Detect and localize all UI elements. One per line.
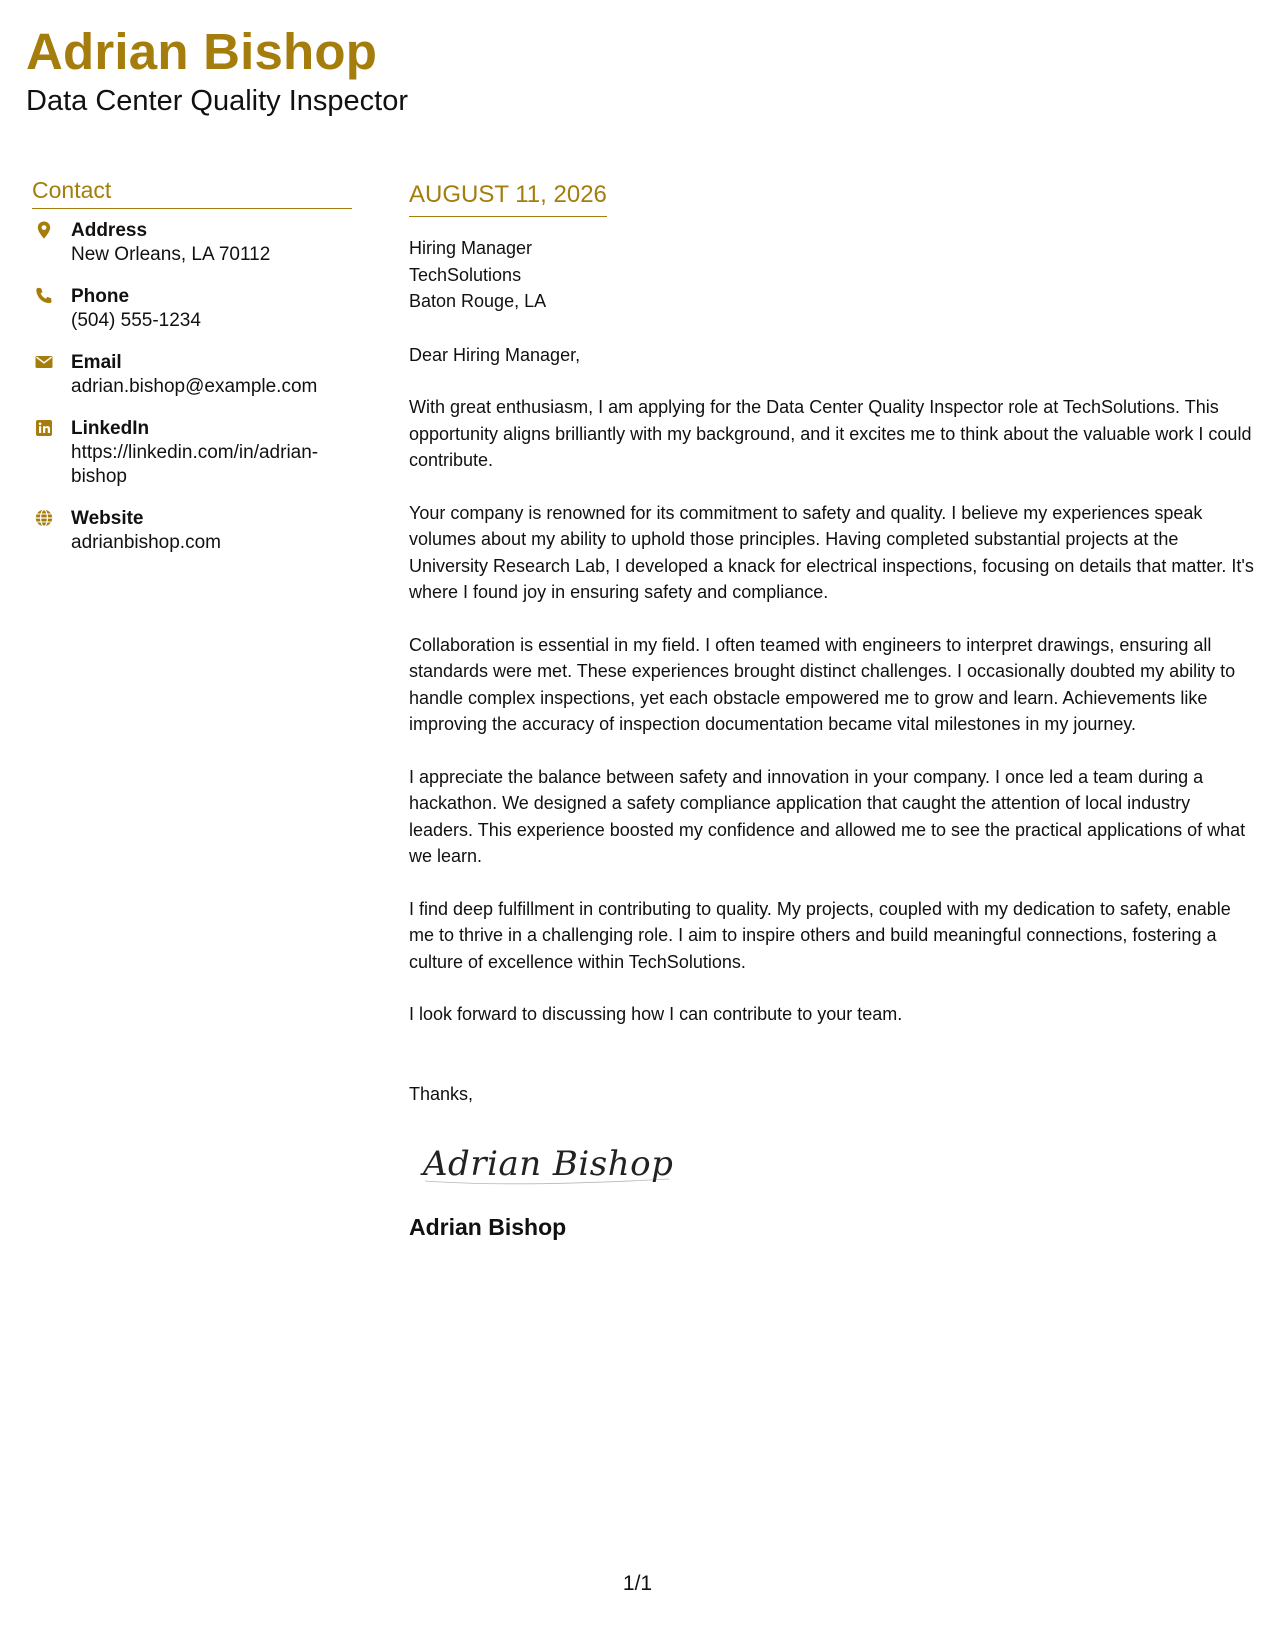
paragraph: I appreciate the balance between safety and innovation in your company. I once led a team during a hackathon. We designed a safety compliance application that caught the attention of local industry leaders. This experience boosted my confidence and allowed me to see the practical applications of what we learn. <box>409 766 1246 866</box>
contact-sidebar <box>32 176 352 573</box>
paragraph: With great enthusiasm, I am applying for the Data Center Quality Inspector role at TechSolutions. This opportunity aligns brilliantly with my background, and it excites me to think about the valuable work I could contribute. <box>409 397 1252 470</box>
paragraph: Collaboration is essential in my field. I often teamed with engineers to interpret drawings, ensuring all standards were met. These experiences brought distinct challenges. I occasionally doubted my ability to handle complex inspections, yet each obstacle empowered me to grow and learn. Achievements like improving the accuracy of inspection documentation became vital milestones in my journey. <box>409 634 1236 734</box>
handwritten-signature <box>419 1131 679 1191</box>
page-number: 1/1 <box>622 1572 653 1595</box>
address-label: Address <box>71 220 148 241</box>
map-pin-icon <box>34 220 54 240</box>
letter-body <box>409 180 1254 1241</box>
paragraph: I look forward to discussing how I can contribute to your team. <box>409 1004 903 1024</box>
linkedin-value: https://linkedin.com/in/adrian-bishop <box>71 442 319 487</box>
letter-date: AUGUST 11, 2026 <box>409 180 607 217</box>
contact-heading: Contact <box>32 176 352 209</box>
contact-item-email <box>32 351 352 399</box>
signature-text: Adrian Bishop <box>423 1144 674 1184</box>
phone-icon <box>34 286 54 306</box>
contact-item-website <box>32 507 352 555</box>
recipient-block <box>409 235 1254 315</box>
address-value: New Orleans, LA 70112 <box>71 244 271 265</box>
signer-name: Adrian Bishop <box>409 1214 567 1240</box>
globe-icon <box>34 508 54 528</box>
paragraph: I find deep fulfillment in contributing to quality. My projects, coupled with my dedication to safety, enable me to thrive in a challenging role. I aim to inspire others and build meaningful connections, fostering a culture of excellence within TechSolutions. <box>409 898 1231 972</box>
recipient-company: TechSolutions <box>409 264 522 285</box>
contact-item-address <box>32 219 352 267</box>
contact-item-phone <box>32 285 352 333</box>
phone-label: Phone <box>71 286 130 307</box>
phone-value: (504) 555-1234 <box>71 310 201 331</box>
email-label: Email <box>71 352 122 373</box>
applicant-name: Adrian Bishop <box>26 23 378 80</box>
contact-item-linkedin <box>32 417 352 489</box>
contact-list <box>32 219 352 555</box>
linkedin-label: LinkedIn <box>71 418 150 439</box>
email-value: adrian.bishop@example.com <box>71 376 318 397</box>
website-label: Website <box>71 508 144 529</box>
closing: Thanks, <box>409 1083 474 1104</box>
linkedin-icon <box>34 418 54 438</box>
salutation: Dear Hiring Manager, <box>409 344 581 365</box>
paragraph: Your company is renowned for its commitment to safety and quality. I believe my experiences speak volumes about my ability to uphold those principles. Having completed substantial projects at the University Research Lab, I developed a knack for electrical inspections, focusing on details that matter. It's where I found joy in ensuring safety and compliance. <box>409 502 1254 602</box>
letter-header <box>26 22 408 118</box>
recipient-location: Baton Rouge, LA <box>409 291 547 311</box>
recipient-name: Hiring Manager <box>409 238 533 258</box>
applicant-title: Data Center Quality Inspector <box>26 85 409 117</box>
website-value: adrianbishop.com <box>71 532 221 553</box>
envelope-icon <box>34 352 54 372</box>
